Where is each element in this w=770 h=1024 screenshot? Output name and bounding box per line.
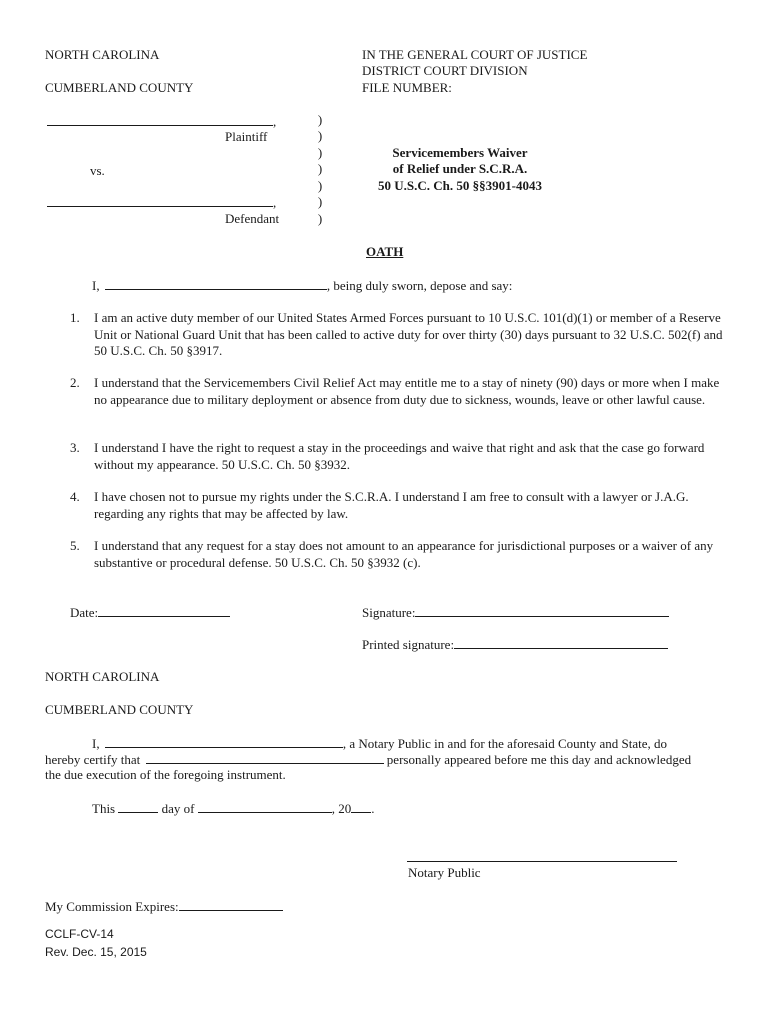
commission-expires-blank[interactable]	[179, 898, 283, 911]
oath-item-number: 1.	[70, 310, 80, 325]
oath-item	[70, 440, 730, 473]
oath-intro-prefix: I,	[92, 278, 100, 293]
oath-item-number: 2.	[70, 375, 80, 390]
appearing-party-blank[interactable]	[146, 751, 384, 764]
form-title-line2: of Relief under S.C.R.A.	[392, 161, 528, 176]
oath-item	[70, 538, 730, 571]
form-code: CCLF-CV-14	[45, 927, 114, 941]
notary-name-blank[interactable]	[105, 735, 343, 748]
defendant-name-line[interactable]	[47, 206, 273, 207]
caption-paren: )	[317, 194, 323, 209]
form-title-line1: Servicemembers Waiver	[392, 145, 528, 160]
notary-line1-prefix: I,	[92, 736, 100, 751]
notary-signature-line[interactable]	[407, 861, 677, 862]
notary-date-row	[92, 800, 374, 817]
signature-blank[interactable]	[415, 604, 669, 617]
notary-line1-suffix: , a Notary Public in and for the aforesaid County and State, do	[342, 736, 668, 751]
defendant-label: Defendant	[225, 211, 280, 226]
header-file-number-label: FILE NUMBER:	[362, 80, 452, 95]
oath-heading: OATH	[366, 244, 404, 259]
oath-item-number: 5.	[70, 538, 80, 553]
notary-line2-suffix: personally appeared before me this day and acknowledged	[386, 752, 692, 767]
printed-signature-row	[362, 636, 668, 653]
plaintiff-comma: ,	[273, 114, 277, 129]
printed-signature-label: Printed signature:	[362, 637, 455, 652]
affiant-name-blank[interactable]	[105, 277, 327, 290]
caption-paren: )	[317, 211, 323, 226]
printed-signature-blank[interactable]	[454, 636, 668, 649]
year-prefix: , 20	[331, 801, 352, 816]
notary-line-3: the due execution of the foregoing instrument.	[45, 767, 286, 782]
header-county: CUMBERLAND COUNTY	[45, 80, 194, 95]
header-court: IN THE GENERAL COURT OF JUSTICE	[362, 47, 588, 62]
plaintiff-label: Plaintiff	[225, 129, 268, 144]
notary-public-label: Notary Public	[408, 865, 481, 880]
oath-item-text: I am an active duty member of our United States Armed Forces pursuant to 10 U.S.C. 101(d)(1) or member of a Reserve Unit or National Guard Unit that has been called to active duty for over thirty (30) days pursuant to 32 U.S.C. 502(f) and 50 U.S.C. Ch. 50 §3917.	[94, 310, 723, 358]
notary-county: CUMBERLAND COUNTY	[45, 702, 194, 717]
oath-item-text: I have chosen not to pursue my rights under the S.C.R.A. I understand I am free to consult with a lawyer or J.A.G. regarding any rights that may be affected by law.	[94, 489, 689, 521]
date-blank[interactable]	[98, 604, 230, 617]
oath-intro	[92, 277, 512, 294]
form-title-line3: 50 U.S.C. Ch. 50 §§3901-4043	[378, 178, 542, 193]
oath-item-text: I understand I have the right to request a stay in the proceedings and waive that right and ask that the case go forward without my appearance. 50 U.S.C. Ch. 50 §3932.	[94, 440, 705, 472]
this-label: This	[92, 801, 116, 816]
notary-line2-prefix: hereby certify that	[45, 752, 141, 767]
year-blank[interactable]	[351, 800, 371, 813]
caption-paren: )	[317, 178, 323, 193]
day-blank[interactable]	[118, 800, 158, 813]
signature-row	[362, 604, 669, 621]
date-label: Date:	[70, 605, 99, 620]
defendant-comma: ,	[273, 195, 277, 210]
plaintiff-name-line[interactable]	[47, 125, 273, 126]
day-of-label: day of	[161, 801, 195, 816]
form-revision: Rev. Dec. 15, 2015	[45, 945, 147, 959]
oath-intro-suffix: , being duly sworn, depose and say:	[326, 278, 513, 293]
oath-item-number: 4.	[70, 489, 80, 504]
oath-item-text: I understand that any request for a stay does not amount to an appearance for jurisdictional purposes or a waiver of any substantive or procedural defense. 50 U.S.C. Ch. 50 §3932 (c).	[94, 538, 714, 570]
oath-item	[70, 375, 730, 408]
date-row	[70, 604, 230, 621]
header-division: DISTRICT COURT DIVISION	[362, 63, 528, 78]
year-suffix: .	[371, 801, 375, 816]
notary-line-2	[45, 751, 691, 768]
month-blank[interactable]	[198, 800, 332, 813]
oath-item-number: 3.	[70, 440, 80, 455]
oath-item-text: I understand that the Servicemembers Civil Relief Act may entitle me to a stay of ninety (90) days or more when I make no appearance due to military deployment or absence from duty due to sickness, wounds, leave or other lawful cause.	[94, 375, 720, 407]
oath-item	[70, 310, 730, 360]
caption-paren: )	[317, 161, 323, 176]
caption-paren: )	[317, 145, 323, 160]
vs-label: vs.	[90, 163, 105, 178]
caption-paren: )	[317, 112, 323, 127]
commission-label: My Commission Expires:	[45, 899, 179, 914]
commission-row	[45, 898, 283, 915]
caption-paren: )	[317, 128, 323, 143]
oath-item	[70, 489, 730, 522]
notary-line-1	[92, 735, 667, 752]
signature-label: Signature:	[362, 605, 416, 620]
notary-state: NORTH CAROLINA	[45, 669, 160, 684]
header-state: NORTH CAROLINA	[45, 47, 160, 62]
